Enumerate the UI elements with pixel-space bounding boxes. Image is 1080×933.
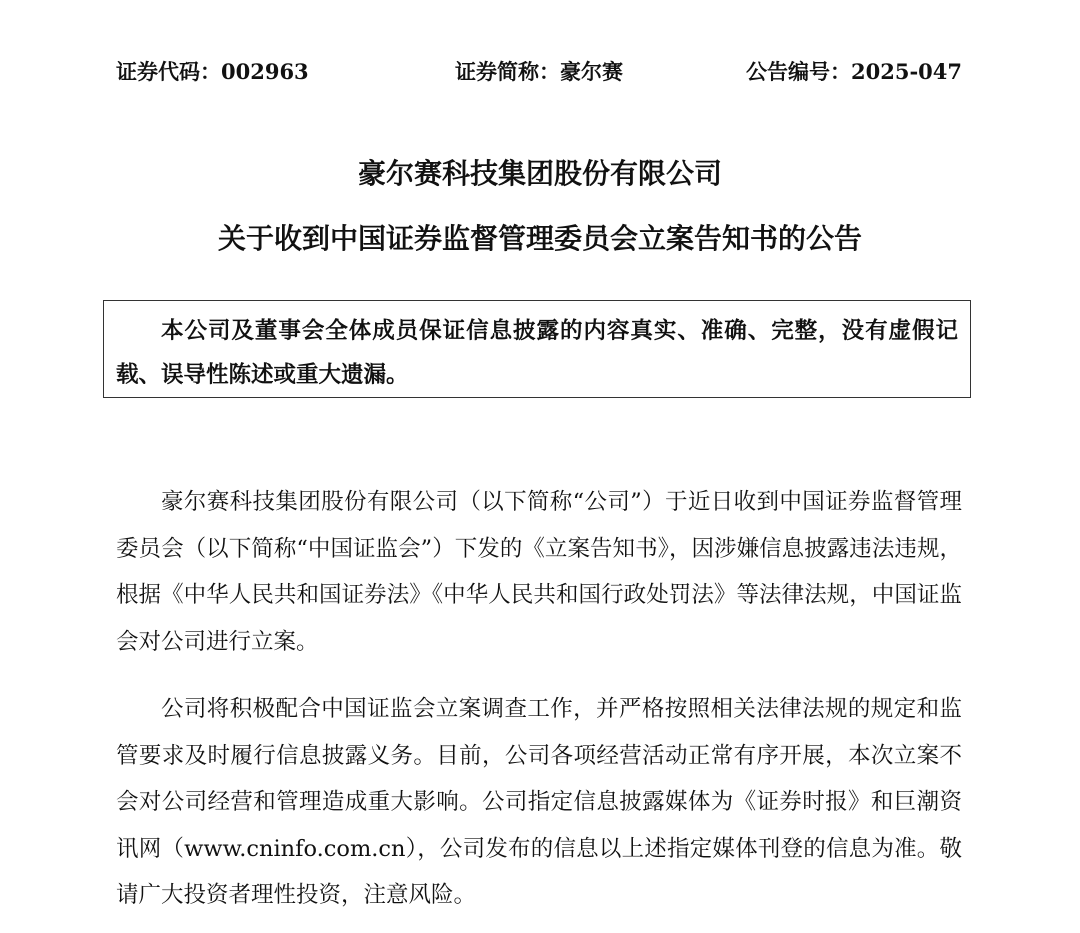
company-name-title: 豪尔赛科技集团股份有限公司 bbox=[357, 157, 722, 190]
body-paragraph: 豪尔赛科技集团股份有限公司（以下简称“公司”）于近日收到中国证券监督管理委员会（以下简称“中国证监会”）下发的《立案告知书》，因涉嫌信息披露违法违规，根据《中华人民共和国证券法》《中华人民共和国行政处罚法》等法律法规，中国证监会对公司进行立案。 bbox=[116, 489, 962, 655]
securities-code: 证券代码：002963 bbox=[116, 59, 309, 84]
announcement-number: 公告编号：2025-047 bbox=[746, 59, 962, 84]
securities-abbreviation: 证券简称：豪尔赛 bbox=[455, 59, 623, 84]
board-guarantee-notice: 本公司及董事会全体成员保证信息披露的内容真实、准确、完整，没有虚假记载、误导性陈述或重大遗漏。 bbox=[103, 300, 971, 398]
body-paragraph: 公司将积极配合中国证监会立案调查工作，并严格按照相关法律法规的规定和监管要求及时履行信息披露义务。目前，公司各项经营活动正常有序开展，本次立案不会对公司经营和管理造成重大影响。公司指定信息披露媒体为《证券时报》和巨潮资讯网（www.cninfo.com.cn），公司发布的信息以上述指定媒体刊登的信息为准。敬请广大投资者理性投资，注意风险。 bbox=[116, 696, 962, 908]
announcement-header bbox=[116, 54, 962, 90]
announcement-title: 关于收到中国证券监督管理委员会立案告知书的公告 bbox=[217, 222, 862, 255]
